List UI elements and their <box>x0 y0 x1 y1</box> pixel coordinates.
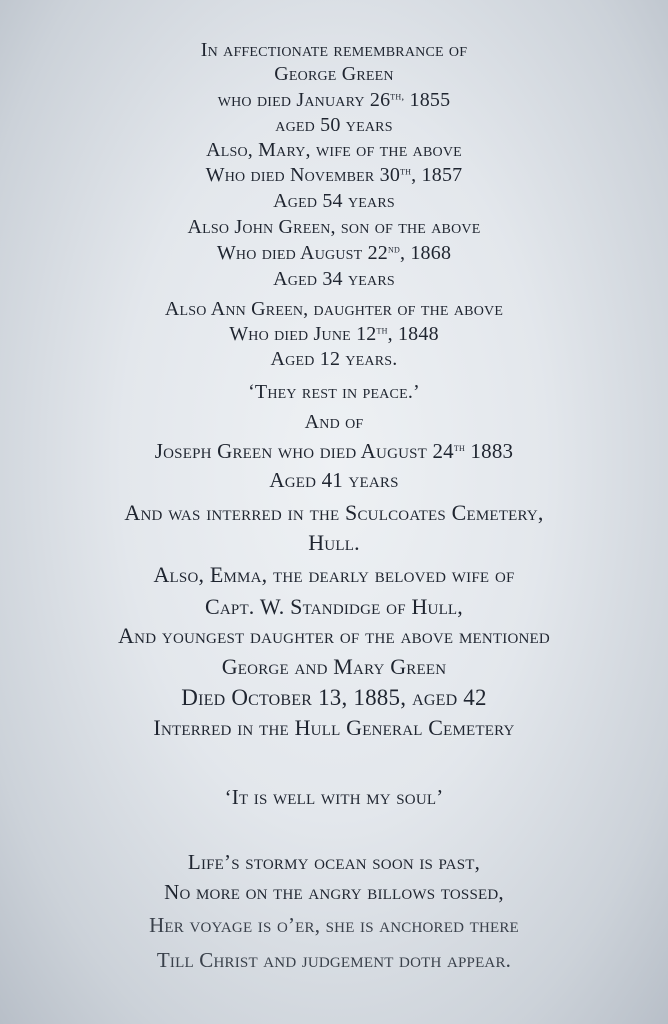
line-text: , 1848 <box>387 323 439 345</box>
inscription-line: Died October 13, 1885, aged 42 <box>181 685 487 710</box>
ordinal-superscript: th, <box>390 90 405 103</box>
inscription-line: Capt. W. Standidge of Hull, <box>205 594 463 619</box>
inscription-line: George Green <box>274 63 394 85</box>
inscription-line: Also, Mary, wife of the above <box>206 139 462 161</box>
inscription-line: Aged 54 years <box>273 190 395 212</box>
inscription-line: Life’s stormy ocean soon is past, <box>187 850 481 874</box>
inscription-line: Hull. <box>308 530 360 555</box>
ordinal-superscript: th <box>453 442 465 455</box>
inscription-line: Also John Green, son of the above <box>187 216 481 238</box>
line-text: , 1868 <box>399 242 452 264</box>
line-text: Joseph Green who died August 24 <box>154 439 454 463</box>
inscription-line: Also, Emma, the dearly beloved wife of <box>153 562 515 587</box>
line-text: Who died August 22 <box>216 242 388 264</box>
ordinal-superscript: th <box>376 324 388 337</box>
inscription-line: Aged 41 years <box>269 468 399 492</box>
inscription-line <box>0 90 668 110</box>
inscription-line <box>0 243 668 263</box>
inscription-line: Her voyage is o’er, she is anchored there <box>149 913 519 937</box>
inscription-line: Also Ann Green, daughter of the above <box>164 298 504 320</box>
ordinal-superscript: th <box>400 165 412 178</box>
line-text: 1855 <box>404 89 451 111</box>
inscription-line <box>0 165 668 185</box>
inscription-line: In affectionate remembrance of <box>200 39 468 61</box>
line-text: who died January 26 <box>217 89 391 111</box>
line-text: Who died November 30 <box>205 164 401 186</box>
inscription-line <box>0 324 668 344</box>
inscription-line: Aged 34 years <box>273 268 395 290</box>
inscription-line: Interred in the Hull General Cemetery <box>153 715 515 740</box>
inscription-line: aged 50 years <box>275 114 393 136</box>
inscription-line: No more on the angry billows tossed, <box>164 880 504 904</box>
inscription-line: And was interred in the Sculcoates Cemetery, <box>124 500 544 525</box>
inscription-line: George and Mary Green <box>221 654 447 679</box>
inscription-line: And youngest daughter of the above mentioned <box>118 623 550 648</box>
inscription-line <box>0 441 668 462</box>
inscription-line: ‘They rest in peace.’ <box>248 381 420 403</box>
inscription-line: Aged 12 years. <box>270 348 398 370</box>
line-text: Who died June 12 <box>229 323 377 345</box>
line-text: , 1857 <box>411 164 463 186</box>
line-text: 1883 <box>464 439 514 463</box>
inscription-line: Till Christ and judgement doth appear. <box>156 948 512 972</box>
ordinal-superscript: nd <box>387 243 400 256</box>
inscription-line: And of <box>304 411 364 433</box>
inscription-line: ‘It is well with my soul’ <box>224 785 444 809</box>
